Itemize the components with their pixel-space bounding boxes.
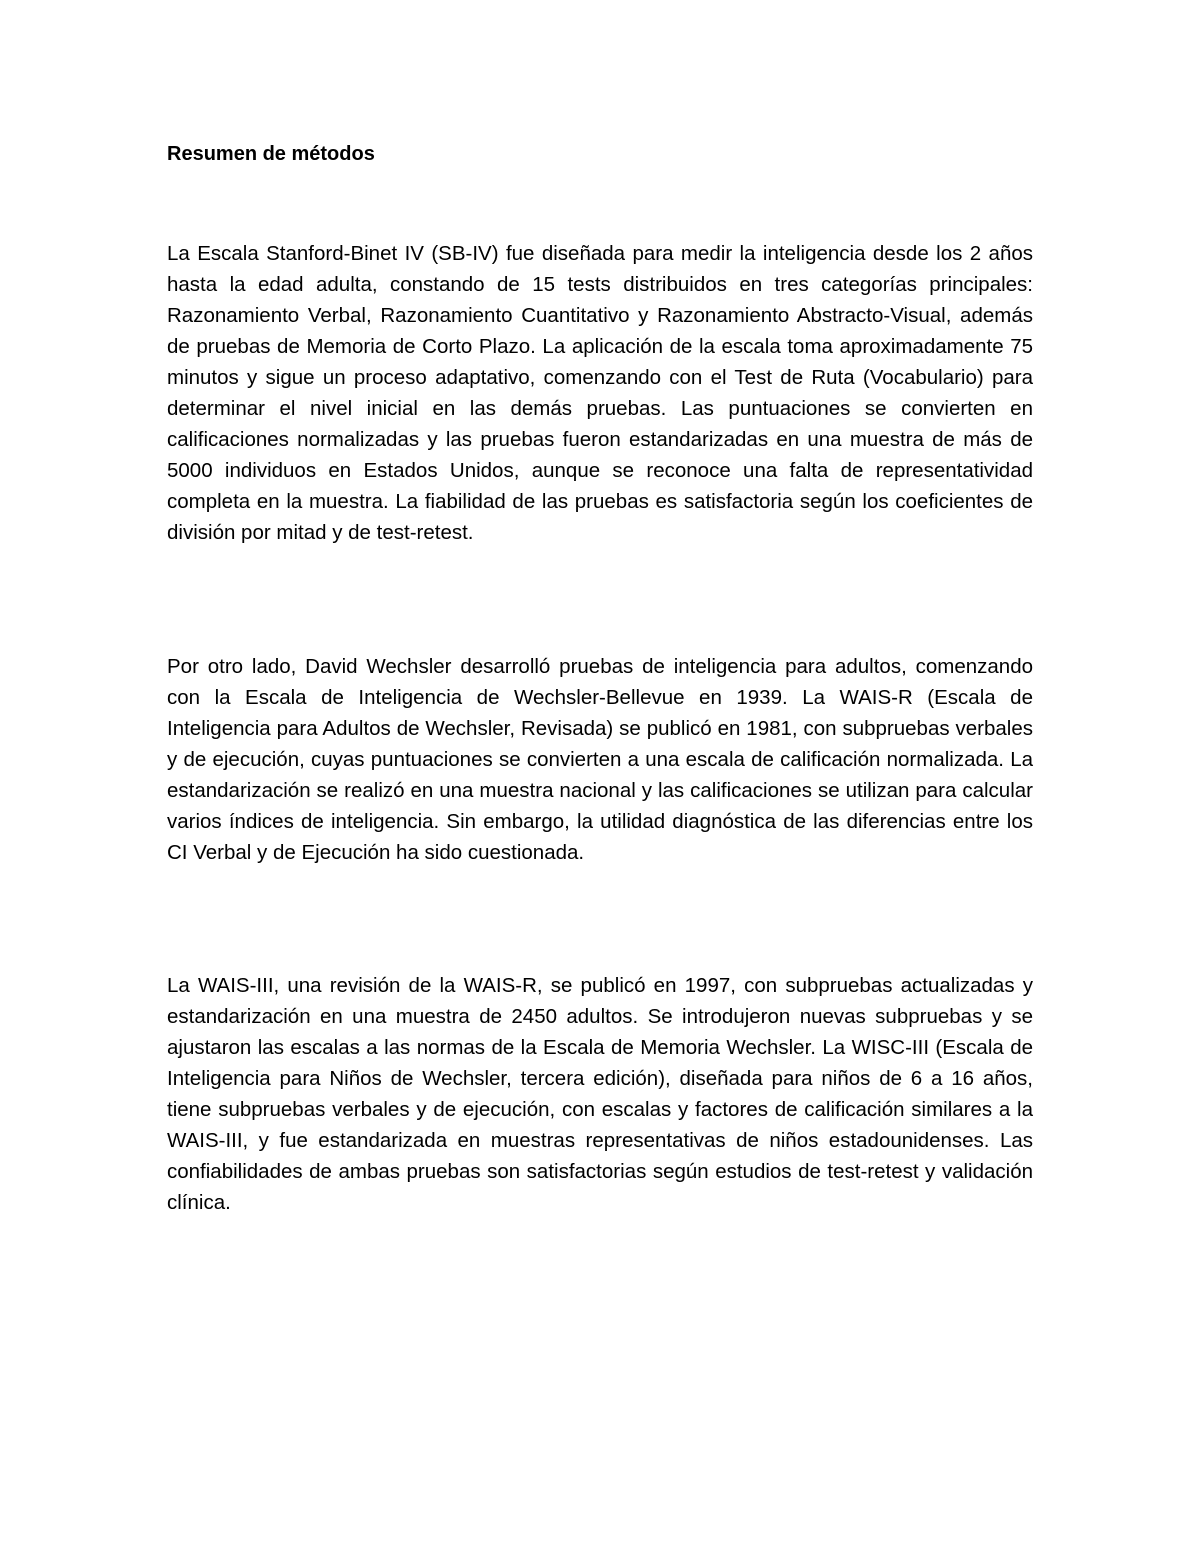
document-title: Resumen de métodos [167,143,375,165]
paragraph-stanford-binet: La Escala Stanford-Binet IV (SB-IV) fue diseñada para medir la inteligencia desde los 2 años hasta la edad adulta, constando de 15 tests distribuidos en tres categorías principales: Razonamiento Verbal, Razonamiento Cuantitativo y Razonamiento Abstracto-Visual, además de pruebas de Memoria de Corto Plazo. La aplicación de la escala toma aproximadamente 75 minutos y sigue un proceso adaptativo, comenzando con el Test de Ruta (Vocabulario) para determinar el nivel inicial en las demás pruebas. Las puntuaciones se convierten en calificaciones normalizadas y las pruebas fueron estandarizadas en una muestra de más de 5000 individuos en Estados Unidos, aunque se reconoce una falta de representatividad completa en la muestra. La fiabilidad de las pruebas es satisfactoria según los coeficientes de división por mitad y de test-retest. [167,242,1033,544]
paragraph-wais-iii-wisc-iii: La WAIS-III, una revisión de la WAIS-R, se publicó en 1997, con subpruebas actualizadas y estandarización en una muestra de 2450 adultos. Se introdujeron nuevas subpruebas y se ajustaron las escalas a las normas de la Escala de Memoria Wechsler. La WISC-III (Escala de Inteligencia para Niños de Wechsler, tercera edición), diseñada para niños de 6 a 16 años, tiene subpruebas verbales y de ejecución, con escalas y factores de calificación similares a la WAIS-III, y fue estandarizada en muestras representativas de niños estadounidenses. Las confiabilidades de ambas pruebas son satisfactorias según estudios de test-retest y validación clínica. [167,974,1033,1214]
paragraph-wais-r: Por otro lado, David Wechsler desarrolló pruebas de inteligencia para adultos, comenzando con la Escala de Inteligencia de Wechsler-Bellevue en 1939. La WAIS-R (Escala de Inteligencia para Adultos de Wechsler, Revisada) se publicó en 1981, con subpruebas verbales y de ejecución, cuyas puntuaciones se convierten a una escala de calificación normalizada. La estandarización se realizó en una muestra nacional y las calificaciones se utilizan para calcular varios índices de inteligencia. Sin embargo, la utilidad diagnóstica de las diferencias entre los CI Verbal y de Ejecución ha sido cuestionada. [167,655,1033,864]
